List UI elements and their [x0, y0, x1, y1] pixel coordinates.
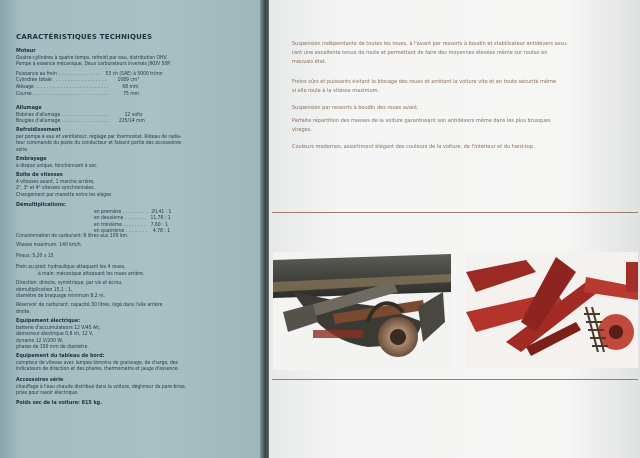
specs-accessories	[16, 377, 252, 397]
electrical-line-2: démarreur électrique 0,8 ch, 12 V,	[16, 331, 94, 338]
brakes-para-line-1: Freins sûrs et puissants évitant le blocage des roues et arrêtant la voiture vite et en toute sécurité même	[292, 79, 557, 85]
specs-cooling	[16, 127, 252, 153]
right-page	[269, 0, 640, 458]
specs-gearbox	[16, 172, 252, 198]
tank-line-1: Réservoir de carburant: capacité 30 litres, logé dans l'aile arrière	[16, 302, 163, 308]
electrical-line-4: phares de 150 mm de diamètre.	[16, 344, 89, 351]
electrical-heading: Equipement électrique:	[16, 318, 81, 324]
steering-line-3: diamètre de braquage minimum 8,2 m.	[16, 293, 105, 300]
ratio-second: en deuxième . . . . . . . . 11,76 : 1	[94, 215, 171, 222]
page-spine	[260, 0, 269, 458]
right-paragraph-colors	[292, 143, 622, 152]
engine-line-1: Quatre-cylindres à quatre temps, refroidi par eau, distribution OHV.	[16, 54, 168, 61]
front-suspension-line: Suspension par ressorts à boudin des roues avant.	[292, 105, 419, 111]
engine-heading: Moteur	[16, 48, 36, 54]
colors-line: Couleurs modernes, assortiment élégant des couleurs de la voiture, de l'intérieur et du hard-top.	[292, 144, 535, 150]
specs-consumption	[16, 233, 252, 240]
steering-line-2: démultiplication 15,1 : 1,	[16, 286, 73, 293]
brakes-line-2: à main: mécanique attaquant les roues arrière.	[38, 270, 145, 277]
accessories-line-1: chauffage à l'eau chaude distribué dans la voiture, dégivreur de pare-brise,	[16, 383, 187, 390]
specs-title: CARACTÉRISTIQUES TECHNIQUES	[16, 33, 153, 41]
ignition-coils: Bobines d'allumage . . . . . . . . . . . . . . . . . 12 volts	[16, 111, 143, 118]
engine-stroke: Course . . . . . . . . . . . . . . . . . . . . . . . . . . . 75 mm	[16, 90, 140, 97]
specs-ratios	[16, 202, 252, 235]
engine-line-2: Pompe à essence mécanique. Deux carburateurs inversés JIKOV 50P.	[16, 61, 171, 68]
gearbox-line-2: 2ᵉ, 3ᵉ et 4ᵉ vitesses synchronisées.	[16, 185, 95, 192]
right-paragraph-suspension	[292, 40, 622, 66]
ratio-fourth: en quatrième . . . . . . . . 4,78 : 1	[94, 228, 171, 235]
specs-dashboard	[16, 353, 252, 373]
electrical-line-3: dynamo 12 V/200 W,	[16, 337, 64, 344]
engine-bore: Alésage . . . . . . . . . . . . . . . . . . . . . . . . . . 68 mm	[16, 83, 139, 90]
cooling-line-3: série.	[16, 146, 29, 153]
suspension-line-2: rant une excellente tenue de route et permettant de faire des moyennes élevées même sur routes en	[292, 49, 548, 56]
specs-steering	[16, 280, 252, 300]
specs-tyres	[16, 253, 252, 260]
suspension-line-3: mauvais état.	[292, 58, 327, 65]
tyres-text: Pneus: 5,20 x 15	[16, 253, 54, 259]
engine-displacement: Cylindrée totale . . . . . . . . . . . . . . . . . . . 1089 cm³	[16, 77, 139, 84]
gearbox-line-1: 4 vitesses avant, 1 marche arrière,	[16, 178, 95, 185]
dashboard-heading: Equipement du tableau de bord:	[16, 353, 105, 359]
specs-clutch	[16, 156, 252, 169]
ratio-third: en troisième . . . . . . . . 7,60 : 1	[94, 221, 168, 228]
brakes-line-1: Frein au pied: hydraulique attaquant les 4 roues,	[16, 264, 126, 270]
suspension-line-1: Suspension indépendante de toutes les roues, à l'avant par ressorts à boudin et stabilisateur antidévers assu-	[292, 41, 568, 47]
tank-line-2: droite.	[16, 308, 31, 315]
specs-ignition	[16, 105, 252, 125]
gearbox-heading: Boîte de vitesses	[16, 172, 63, 178]
cooling-line-1: par pompe à eau et ventilateur, réglage par thermostat. Rideau de radia-	[16, 133, 182, 140]
ignition-heading: Allumage	[16, 105, 42, 111]
ignition-plugs: Bougies d'allumage . . . . . . . . . . . . . . . . . 225/14 mm	[16, 118, 145, 125]
rear-axle-illustration	[273, 252, 451, 370]
cooling-heading: Refroidissement	[16, 127, 61, 133]
balance-line-2: virages.	[292, 126, 312, 133]
dashboard-line-2: indicateurs de direction et des phares, thermomètre et jauge d'essence.	[16, 366, 179, 373]
accessories-heading: Accessoires série	[16, 377, 64, 383]
cooling-line-2: teur commandé du poste du conducteur et faisant partie des accessoires	[16, 140, 182, 147]
front-suspension-illustration	[466, 252, 638, 368]
engine-power: Puissance au frein . . . . . . . . . . . . . . . 53 ch (SAE) à 5000 tr/mn	[16, 70, 163, 77]
specs-tank	[16, 302, 252, 315]
weight-text: Poids sec de la voiture: 815 kg.	[16, 400, 102, 406]
right-paragraph-balance	[292, 117, 622, 135]
ratio-first: en première . . . . . . . . . 20,41 : 1	[94, 208, 172, 215]
steering-line-1: Direction: directe, symétrique, par vis et écrou,	[16, 280, 123, 286]
clutch-line-1: à disque unique, fonctionnant à sec.	[16, 162, 98, 169]
right-paragraph-front	[292, 104, 622, 113]
specs-weight	[16, 400, 252, 407]
dashboard-line-1: compteur de vitesse avec lampes témoins de graissage, de charge, des	[16, 359, 178, 366]
accessories-line-2: prise pour rasoir électrique.	[16, 390, 79, 397]
ratios-heading: Démultiplications:	[16, 202, 66, 208]
gearbox-line-3: Changement par manette entre les sièges	[16, 191, 112, 198]
divider-bottom	[272, 379, 638, 380]
divider-top	[272, 212, 638, 213]
consumption-text: Consommation de carburant: 8 litres aux 100 km.	[16, 233, 129, 239]
brakes-para-line-2: si elle roule à la vitesse maximum.	[292, 87, 380, 94]
specs-speed	[16, 242, 252, 249]
specs-brakes	[16, 264, 252, 277]
balance-line-1: Parfaite répartition des masses de la voiture garantissant son antidévers même dans les plus brusques	[292, 118, 551, 124]
electrical-line-1: batterie d'accumulateurs 12 V/45 Ah,	[16, 324, 101, 331]
specs-electrical	[16, 318, 252, 351]
specs-engine	[16, 48, 252, 97]
clutch-heading: Embrayage	[16, 156, 47, 162]
right-paragraph-brakes	[292, 78, 622, 96]
max-speed-text: Vitesse maximum: 140 km/h.	[16, 242, 83, 248]
